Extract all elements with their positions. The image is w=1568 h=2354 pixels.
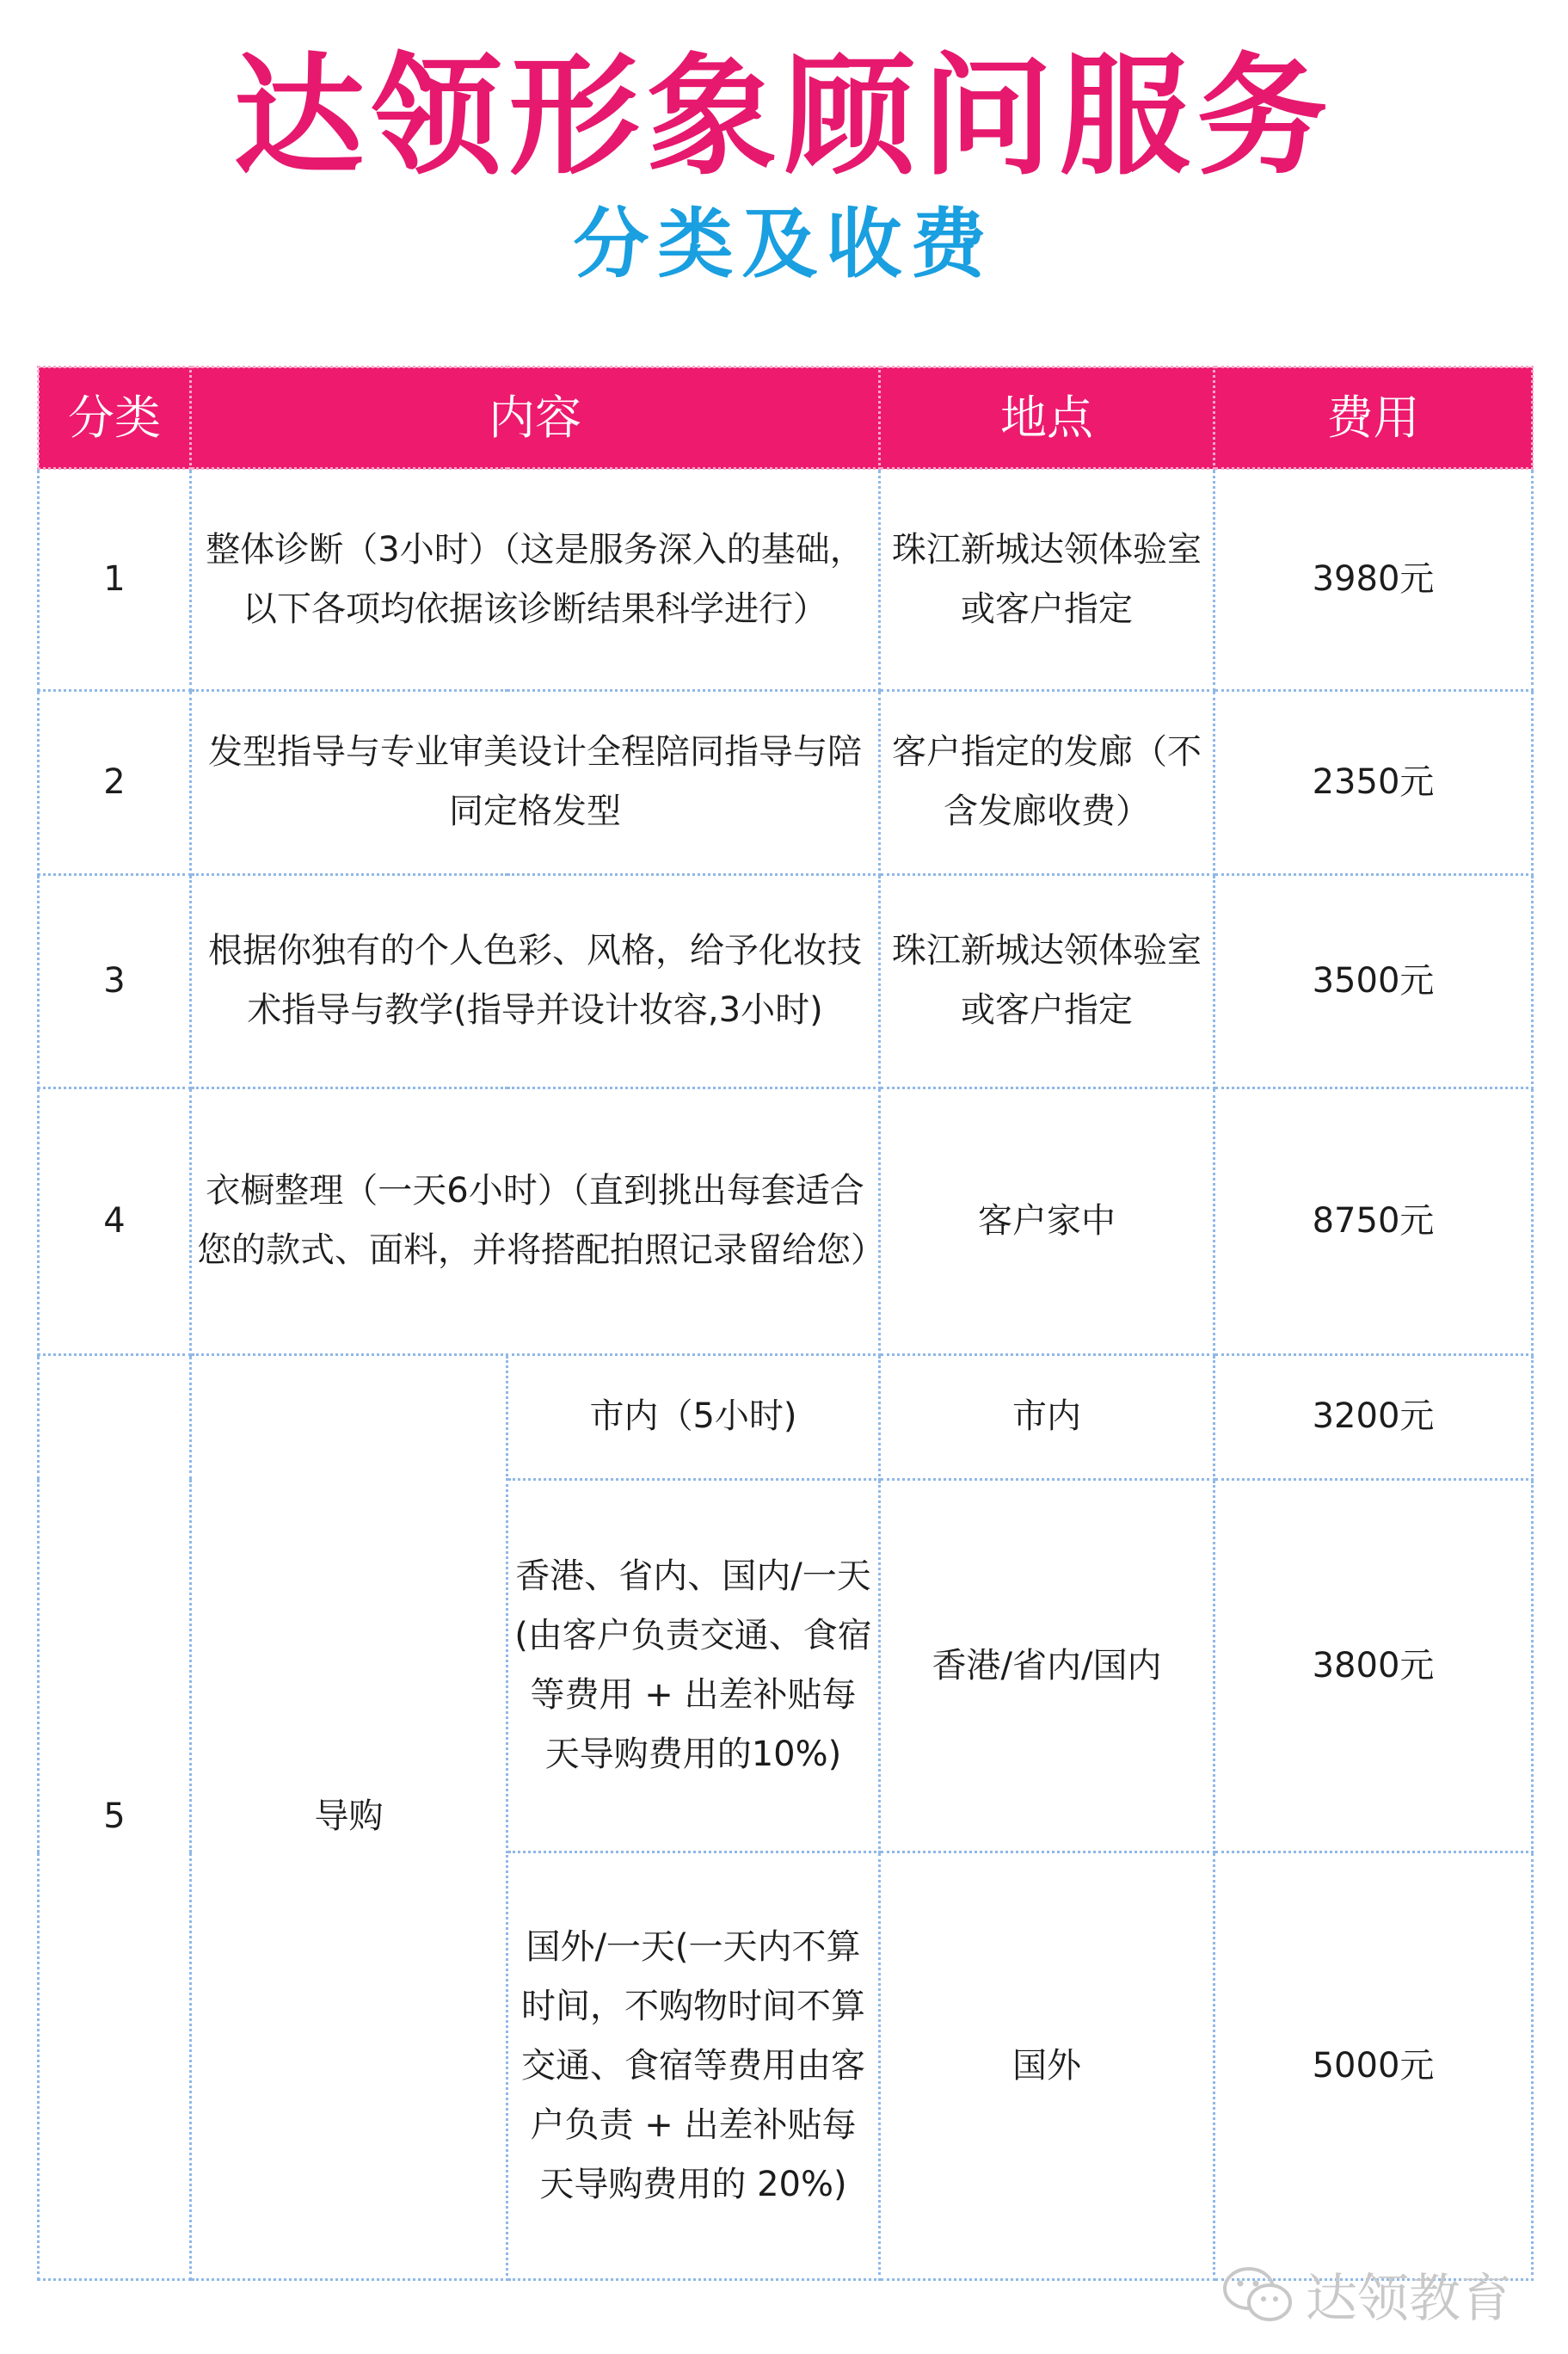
- row-content: 根据你独有的个人色彩、风格，给予化妆技术指导与教学(指导并设计妆容,3小时): [191, 874, 880, 1088]
- row-category: 2: [39, 691, 191, 875]
- row-category: 1: [39, 469, 191, 691]
- price-table: [37, 366, 1534, 2281]
- subrow-fee: 5000元: [1214, 1852, 1533, 2280]
- table-row: [39, 1354, 1533, 1479]
- group-category: 5: [39, 1354, 191, 2279]
- header-location: 地点: [880, 367, 1214, 469]
- subrow-location: 香港/省内/国内: [880, 1480, 1214, 1852]
- header-category: 分类: [39, 367, 191, 469]
- row-fee: 8750元: [1214, 1088, 1533, 1354]
- row-content: 整体诊断（3小时）（这是服务深入的基础，以下各项均依据该诊断结果科学进行）: [191, 469, 880, 691]
- table-row: [39, 691, 1533, 875]
- header-fee: 费用: [1214, 367, 1533, 469]
- row-fee: 2350元: [1214, 691, 1533, 875]
- row-location: 客户指定的发廊（不含发廊收费）: [880, 691, 1214, 875]
- subrow-location: 市内: [880, 1354, 1214, 1479]
- watermark-text: 达领教育: [1306, 2269, 1512, 2329]
- row-content: 衣橱整理（一天6小时）（直到挑出每套适合您的款式、面料，并将搭配拍照记录留给您）: [191, 1088, 880, 1354]
- subrow-location: 国外: [880, 1852, 1214, 2280]
- row-fee: 3980元: [1214, 469, 1533, 691]
- row-category: 3: [39, 874, 191, 1088]
- subrow-content: 国外/一天(一天内不算时间，不购物时间不算交通、食宿等费用由客户负责 + 出差补贴每天导购费用的 20%): [507, 1852, 880, 2280]
- table-header-row: [39, 367, 1533, 469]
- subrow-fee: 3200元: [1214, 1354, 1533, 1479]
- subrow-content: 香港、省内、国内/一天(由客户负责交通、食宿等费用 + 出差补贴每天导购费用的10%): [507, 1480, 880, 1852]
- table-row: [39, 1088, 1533, 1354]
- page-subtitle: 分类及收费: [573, 200, 995, 288]
- row-location: 客户家中: [880, 1088, 1214, 1354]
- row-content: 发型指导与专业审美设计全程陪同指导与陪同定格发型: [191, 691, 880, 875]
- table-row: [39, 469, 1533, 691]
- row-location: 珠江新城达领体验室或客户指定: [880, 469, 1214, 691]
- row-location: 珠江新城达领体验室或客户指定: [880, 874, 1214, 1088]
- group-name: 导购: [191, 1354, 507, 2279]
- subrow-fee: 3800元: [1214, 1480, 1533, 1852]
- row-fee: 3500元: [1214, 874, 1533, 1088]
- wechat-icon: [1221, 2265, 1294, 2325]
- header-content: 内容: [191, 367, 880, 469]
- row-category: 4: [39, 1088, 191, 1354]
- page-title: 达领形象顾问服务: [233, 40, 1335, 193]
- table-row: [39, 874, 1533, 1088]
- subrow-content: 市内（5小时): [507, 1354, 880, 1479]
- watermark: [1221, 2258, 1512, 2332]
